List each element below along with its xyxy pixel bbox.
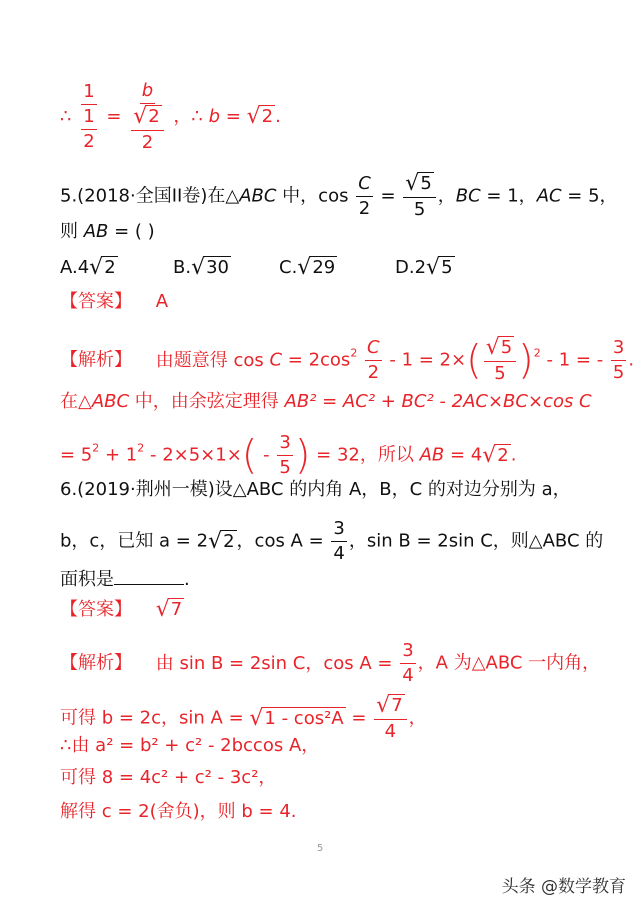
question-6-line-1: 6.(2019·荆州一模)设△ABC 的内角 A，B，C 的对边分别为 a，	[60, 479, 571, 500]
top-equation: ∴ $\frac{1}{\frac{1}{2}}$ = b √ 2 2 ，∴ b = √ 2 .	[60, 80, 281, 153]
option-c[interactable]: C. √ 29	[279, 255, 336, 280]
question-5-line-1: 5.(2018·全国II卷)在△ABC 中，cos $\frac{C}{2}$ = √ 5 5 ，BC = 1，AC = 5，	[60, 171, 618, 220]
analysis-6-line-4: 可得 8 = 4c² + c² - 3c²，	[60, 767, 277, 788]
option-d[interactable]: D.2 √ 5	[395, 255, 453, 280]
fraction-one-over-half: $\frac{1}{\frac{1}{2}}$	[83, 81, 95, 152]
fraction-b-over-root2-half: b √ 2 2	[129, 80, 165, 154]
question-6-line-3: 面积是 .	[60, 566, 190, 592]
answer-tag: 【答案】	[60, 291, 132, 312]
root-two: √ 2	[246, 104, 274, 129]
analysis-tag: 【解析】	[60, 652, 132, 674]
analysis-5-line-2: 在△ABC 中，由余弦定理得 AB² = AC² + BC² - 2AC×BC×cos C	[60, 391, 592, 412]
option-b[interactable]: B. √ 30	[173, 255, 230, 280]
answer-5	[60, 290, 168, 314]
therefore-symbol: ∴	[60, 106, 72, 127]
page-number: 5	[316, 843, 324, 854]
analysis-tag: 【解析】	[60, 349, 132, 371]
watermark: 头条 @数学教育	[501, 877, 626, 897]
question-6-line-2: b，c，已知 a = 2 √ 2 ，cos A = $\frac{3}{4}$ ，sin B = 2sin C，则△ABC 的	[60, 518, 604, 564]
analysis-6-line-1: 【解析】 由 sin B = 2sin C，cos A = $\frac{3}{4}$ ，A 为△ABC 一内角，	[60, 640, 601, 686]
analysis-6-line-3: ∴由 a² = b² + c² - 2bccos A，	[60, 735, 320, 756]
analysis-5-line-3: = $5^2 + 1^2 - 2\times 5\times 1\times$( - $\frac{3}{5}$ ) = 32，所以 AB = 4 √ 2 .	[60, 432, 517, 479]
answer-6	[60, 598, 184, 622]
analysis-5-line-1: 【解析】 由题意得 $\cos C = 2\cos^2$ $\frac{C}{2}$ - 1 = 2×( √ 5 5 )$^2$ - 1 = - $\frac{3}{5}$ .	[60, 335, 635, 384]
analysis-6-line-5: 解得 c = 2(舍负)，则 b = 4.	[60, 801, 297, 822]
fraction-c-over-2: $\frac{C}{2}$	[358, 173, 371, 219]
answer-tag: 【答案】	[60, 599, 132, 620]
question-5-line-2: 则 AB = ( )	[60, 221, 155, 242]
answer-blank[interactable]	[114, 566, 184, 585]
answer-value: A	[155, 291, 169, 312]
fraction-root5-over-5: √ 5 5	[403, 172, 435, 221]
answer-root7: √ 7	[155, 597, 183, 622]
analysis-6-line-2: 可得 b = 2c，sin A = √ 1 - cos²A = √ 7 4 ，	[60, 693, 427, 742]
option-a[interactable]: A.4 √ 2	[60, 255, 116, 280]
